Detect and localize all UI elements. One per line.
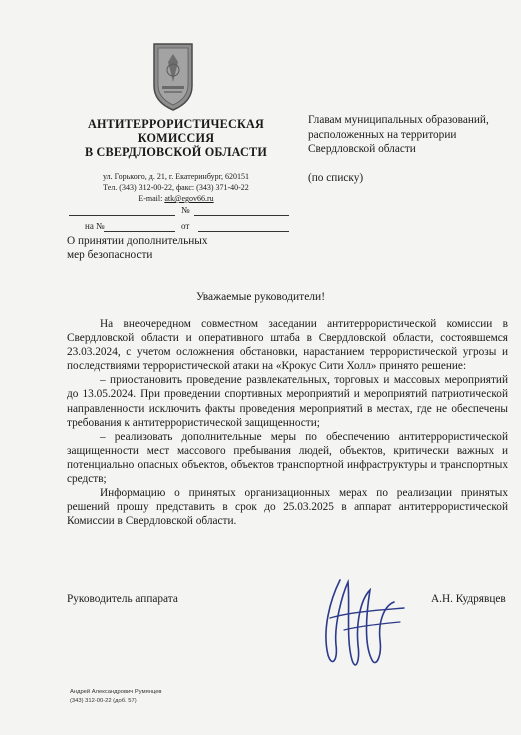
ref-number-line xyxy=(104,231,175,232)
ref-number-label: на № xyxy=(85,221,105,231)
phones: Тел. (343) 312-00-22, факс: (343) 371-40-22 xyxy=(103,183,249,192)
shield-emblem-icon xyxy=(150,42,196,112)
reg-number-label: № xyxy=(181,205,190,215)
reg-number-line xyxy=(194,215,289,216)
executor-phone: (343) 312-00-22 (доб. 57) xyxy=(70,697,137,704)
greeting: Уважаемые руководители! xyxy=(195,291,326,303)
ref-date-line xyxy=(198,231,289,232)
organization-contacts xyxy=(78,171,274,204)
body-paragraph: – реализовать дополнительные меры по обеспечению антитеррористической защищенности мест массового пребывания людей, объектов, критически важных и потенциально опасных объектов, объектов транспортной инфраструктуры и транспортных средств; xyxy=(67,430,508,486)
organization-name: АНТИТЕРРОРИСТИЧЕСКАЯ КОМИССИЯ В СВЕРДЛОВСКОЙ ОБЛАСТИ xyxy=(84,117,268,159)
address: ул. Горького, д. 21, г. Екатеринбург, 620151 xyxy=(103,172,249,181)
executor-info xyxy=(70,688,162,705)
reg-date-line xyxy=(69,215,175,216)
signatory-name: А.Н. Кудрявцев xyxy=(431,593,506,605)
body-paragraph: Информацию о принятых организационных мерах по реализации принятых решений прошу представить в срок до 25.03.2025 в аппарат антитеррористической Комиссии в Свердловской области. xyxy=(67,487,508,528)
addressee: Главам муниципальных образований, расположенных на территории Свердловской области xyxy=(308,114,489,155)
letter-body xyxy=(67,317,508,528)
letter-subject: О принятии дополнительных мер безопасности xyxy=(67,235,208,261)
signatory-title: Руководитель аппарата xyxy=(67,593,178,605)
body-paragraph: – приостановить проведение развлекательных, торговых и массовых мероприятий до 13.05.2024. При проведении спортивных мероприятий и мероприятий патриотической направленности исключить факты проведения мероприятий в местах, где не обеспечены требования к антитеррористической защищенности; xyxy=(67,374,508,429)
handwritten-signature-icon xyxy=(300,560,420,680)
ref-date-label: от xyxy=(181,221,190,231)
email-link[interactable]: atk@egov66.ru xyxy=(164,194,214,203)
email-line: E-mail: atk@egov66.ru xyxy=(138,194,214,203)
executor-name: Андрей Александрович Румянцев xyxy=(70,689,162,695)
addressee-by-list: (по списку) xyxy=(308,172,364,184)
body-paragraph: На внеочередном совместном заседании антитеррористической комиссии в Свердловской области и оперативного штаба в Свердловской области, состоявшемся 23.03.2024, с учетом осложнения обстановки, нарастанием террористической угрозы и последствиями террористической атаки на «Крокус Сити Холл» принято решение: xyxy=(67,318,508,373)
